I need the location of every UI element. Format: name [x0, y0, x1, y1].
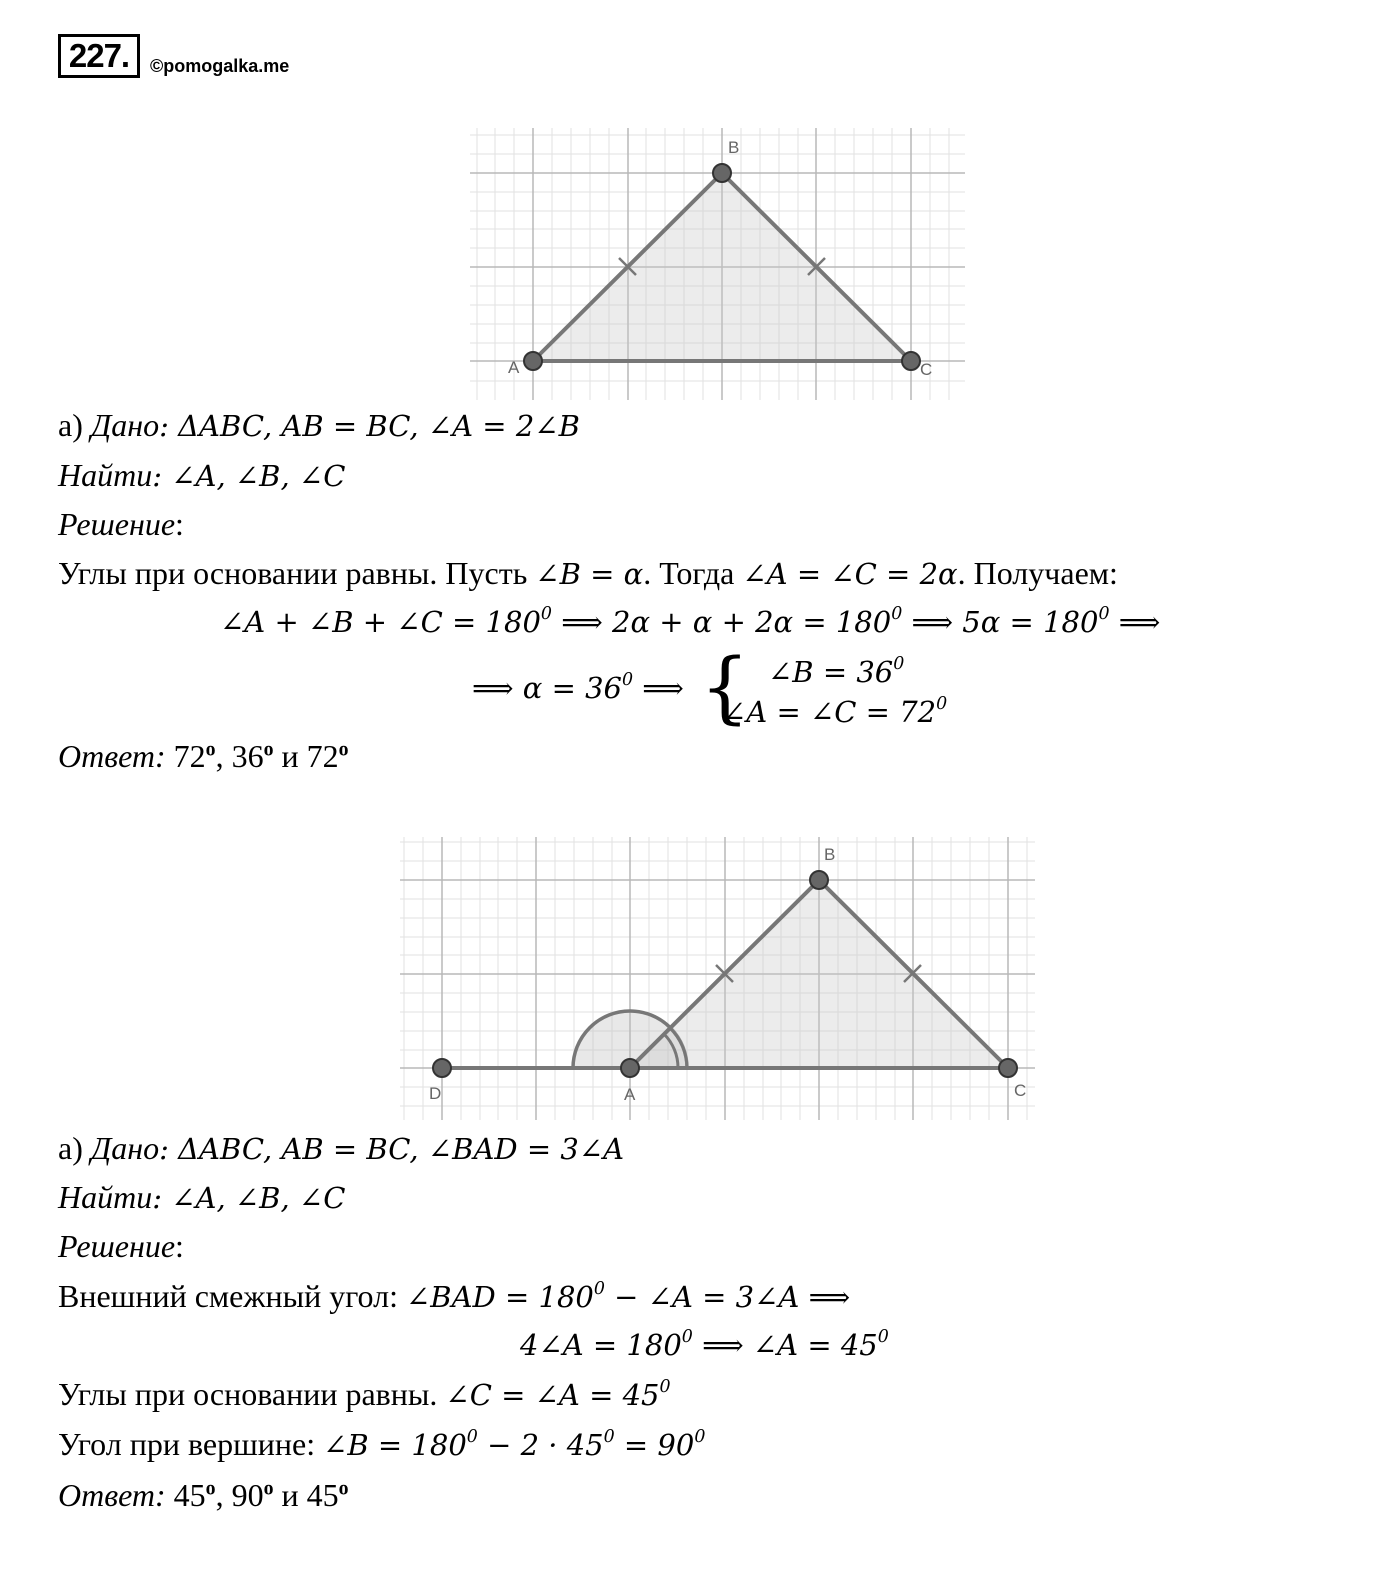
problem-number: 227. [58, 34, 140, 78]
system-line-2: ∠A = ∠C = $72^0$ [722, 693, 948, 729]
point-c [902, 352, 920, 370]
solution-line-a: Решение: [58, 506, 184, 542]
solution-text-b-3: Угол при вершине: ∠B = $180^0 - 2 \cdot 45^0 = 90^0$ [58, 1426, 706, 1462]
solution-label: Решение [58, 506, 176, 542]
given-formula: : ΔABC, AB = BC, ∠BAD = 3∠A [159, 1132, 625, 1166]
given-line-a: а) Дано: ΔABC, AB = BC, ∠A = 2∠B [58, 407, 580, 443]
figure-triangle-2 [400, 837, 1035, 1120]
find-label: Найти [58, 457, 153, 493]
find-line-b [58, 1177, 345, 1218]
point-c [999, 1059, 1017, 1077]
label-point-b: B [728, 138, 740, 157]
answer-label: Ответ: [58, 1477, 166, 1513]
label-point-d: D [429, 1084, 442, 1103]
solution-text-b-2: Углы при основании равны. ∠C = ∠A = $45^0$ [58, 1376, 671, 1412]
label-point-b: B [824, 845, 836, 864]
label-point-a: A [624, 1085, 636, 1104]
answer-label: Ответ: [58, 738, 166, 774]
point-b [810, 871, 828, 889]
label-point-c: C [920, 360, 933, 379]
find-line-a [58, 455, 345, 496]
given-line-b: а) Дано: ΔABC, AB = BC, ∠BAD = 3∠A [58, 1130, 625, 1166]
watermark: ©pomogalka.me [150, 56, 290, 76]
point-b [713, 164, 731, 182]
given-label: Дано [90, 1130, 160, 1166]
given-label: Дано [90, 407, 160, 443]
system-line-1: ∠B = $36^0$ [768, 653, 905, 689]
solution-label: Решение [58, 1228, 176, 1264]
point-a [524, 352, 542, 370]
equation-sum-angles: ∠A + ∠B + ∠C = $180^0$ ⟹ $2\alpha + \alpha + 2\alpha = 180^0$ ⟹ $5\alpha = 180^0$ ⟹ [220, 603, 1161, 639]
equation-alpha: ⟹ $\alpha = 36^0$ ⟹ [472, 669, 684, 705]
point-a [621, 1059, 639, 1077]
answer-line-b: Ответ: 45$^o$, 90$^o$ и 45$^o$ [58, 1477, 349, 1513]
label-point-a: A [508, 358, 520, 377]
find-formula: : ∠A, ∠B, ∠C [152, 1181, 346, 1215]
answer-line-a: Ответ: 72$^o$, 36$^o$ и 72$^o$ [58, 738, 349, 774]
label-point-c: C [1014, 1081, 1027, 1100]
solution-text-a: Углы при основании равны. Пусть ∠B = α. Тогда ∠A = ∠C = 2α. Получаем: [58, 555, 1118, 591]
find-formula: : ∠A, ∠B, ∠C [152, 459, 346, 493]
system-brace: { [700, 643, 750, 733]
find-label: Найти [58, 1179, 153, 1215]
equation-4a: 4∠A = $180^0$ ⟹ ∠A = $45^0$ [520, 1326, 889, 1362]
point-d [433, 1059, 451, 1077]
solution-text-b-1: Внешний смежный угол: ∠BAD = $180^0$ − ∠A = 3∠A ⟹ [58, 1278, 851, 1314]
solution-line-b: Решение: [58, 1228, 184, 1264]
given-formula: : ΔABC, AB = BC, ∠A = 2∠B [159, 409, 580, 443]
figure-triangle-1 [470, 128, 965, 400]
